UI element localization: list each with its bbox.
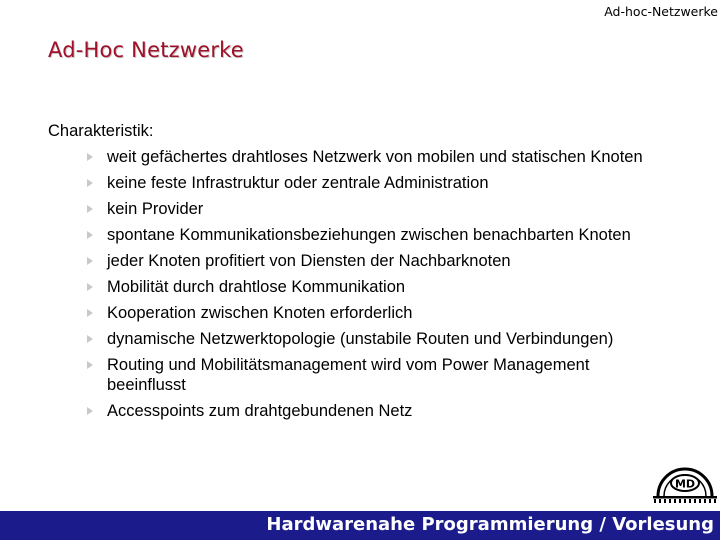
md-logo-text: MD <box>674 477 696 491</box>
triangle-bullet-icon <box>87 231 93 239</box>
bullet-list <box>48 147 708 421</box>
md-logo <box>650 458 720 506</box>
bullet-item <box>48 173 708 193</box>
bullet-item <box>48 401 708 421</box>
bullet-text: Routing und Mobilitätsmanagement wird vom Power Management beeinflusst <box>107 356 590 394</box>
md-logo-icon <box>650 458 720 506</box>
footer-title: Hardwarenahe Programmierung / Vorlesung <box>266 514 714 535</box>
triangle-bullet-icon <box>87 309 93 317</box>
triangle-bullet-icon <box>87 407 93 415</box>
triangle-bullet-icon <box>87 361 93 369</box>
bullet-text: Accesspoints zum drahtgebundenen Netz <box>107 402 413 420</box>
bullet-text: Kooperation zwischen Knoten erforderlich <box>107 304 413 322</box>
bullet-text: dynamische Netzwerktopologie (unstabile Routen und Verbindungen) <box>107 330 614 348</box>
bullet-text: keine feste Infrastruktur oder zentrale Administration <box>107 174 489 192</box>
triangle-bullet-icon <box>87 205 93 213</box>
header-section-label: Ad-hoc-Netzwerke <box>604 4 718 19</box>
bullet-item <box>48 277 708 297</box>
bullet-text: jeder Knoten profitiert von Diensten der Nachbarknoten <box>107 252 511 270</box>
bullet-text: weit gefächertes drahtloses Netzwerk von mobilen und statischen Knoten <box>107 148 643 166</box>
triangle-bullet-icon <box>87 283 93 291</box>
bullet-item <box>48 199 708 219</box>
slide-title: Ad-Hoc Netzwerke <box>48 38 244 62</box>
bullet-text: Mobilität durch drahtlose Kommunikation <box>107 278 406 296</box>
bullet-item <box>48 303 708 323</box>
triangle-bullet-icon <box>87 257 93 265</box>
bullet-item <box>48 355 708 395</box>
triangle-bullet-icon <box>87 335 93 343</box>
bullet-item <box>48 225 708 245</box>
footer-bar <box>0 511 720 540</box>
lead-text: Charakteristik: <box>48 122 154 140</box>
bullet-item <box>48 329 708 349</box>
triangle-bullet-icon <box>87 179 93 187</box>
bullet-item <box>48 251 708 271</box>
slide-content <box>48 121 708 427</box>
bullet-text: kein Provider <box>107 200 204 218</box>
bullet-text: spontane Kommunikationsbeziehungen zwischen benachbarten Knoten <box>107 226 631 244</box>
triangle-bullet-icon <box>87 153 93 161</box>
bullet-item <box>48 147 708 167</box>
